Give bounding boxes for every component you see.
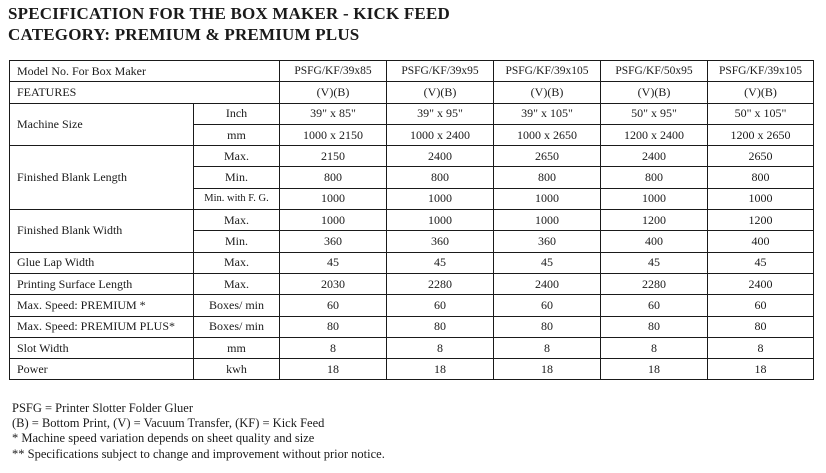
page-subtitle: CATEGORY: PREMIUM & PREMIUM PLUS	[8, 25, 360, 44]
value-cell: 50" x 95"	[601, 103, 708, 124]
value-cell: 60	[601, 295, 708, 316]
unit-boxes-per-min: Boxes/ min	[194, 316, 280, 337]
value-cell: 2280	[387, 273, 494, 294]
value-cell: 800	[280, 167, 387, 188]
value-cell: 8	[280, 337, 387, 358]
unit-min: Min.	[194, 231, 280, 252]
feature-cell: (V)(B)	[708, 82, 814, 103]
value-cell: 1000	[280, 210, 387, 231]
value-cell: 360	[494, 231, 601, 252]
table-row-machine-size-inch	[10, 103, 814, 124]
value-cell: 2280	[601, 273, 708, 294]
unit-max: Max.	[194, 273, 280, 294]
value-cell: 18	[280, 359, 387, 380]
unit-inch: Inch	[194, 103, 280, 124]
footnotes	[12, 401, 385, 462]
unit-min: Min.	[194, 167, 280, 188]
value-cell: 45	[601, 252, 708, 273]
value-cell: 18	[601, 359, 708, 380]
feature-cell: (V)(B)	[494, 82, 601, 103]
value-cell: 1000 x 2150	[280, 124, 387, 145]
row-label-slot-width: Slot Width	[10, 337, 194, 358]
value-cell: 1000	[708, 188, 814, 209]
value-cell: 1000	[494, 210, 601, 231]
value-cell: 800	[387, 167, 494, 188]
value-cell: 1000	[494, 188, 601, 209]
value-cell: 18	[494, 359, 601, 380]
value-cell: 1000	[280, 188, 387, 209]
value-cell: 800	[494, 167, 601, 188]
value-cell: 45	[280, 252, 387, 273]
value-cell: 45	[708, 252, 814, 273]
table-row-glue-lap-width	[10, 252, 814, 273]
unit-boxes-per-min: Boxes/ min	[194, 295, 280, 316]
value-cell: 1200	[708, 210, 814, 231]
footnote: PSFG = Printer Slotter Folder Gluer	[12, 401, 194, 415]
value-cell: 60	[280, 295, 387, 316]
value-cell: 1000 x 2650	[494, 124, 601, 145]
value-cell: 80	[494, 316, 601, 337]
model-header: PSFG/KF/39x105	[494, 61, 601, 82]
table-row-model	[10, 61, 814, 82]
unit-mm: mm	[194, 124, 280, 145]
value-cell: 2650	[708, 146, 814, 167]
value-cell: 80	[280, 316, 387, 337]
model-header: PSFG/KF/50x95	[601, 61, 708, 82]
value-cell: 1000	[387, 210, 494, 231]
table-row-blank-length-max	[10, 146, 814, 167]
value-cell: 360	[387, 231, 494, 252]
value-cell: 800	[601, 167, 708, 188]
footnote: (B) = Bottom Print, (V) = Vacuum Transfer, (KF) = Kick Feed	[12, 416, 325, 431]
feature-cell: (V)(B)	[280, 82, 387, 103]
model-header: PSFG/KF/39x105	[708, 61, 814, 82]
value-cell: 8	[708, 337, 814, 358]
value-cell: 2150	[280, 146, 387, 167]
value-cell: 1000 x 2400	[387, 124, 494, 145]
unit-max: Max.	[194, 210, 280, 231]
row-label-printing-surface-length: Printing Surface Length	[10, 273, 194, 294]
value-cell: 2650	[494, 146, 601, 167]
value-cell: 8	[494, 337, 601, 358]
value-cell: 60	[494, 295, 601, 316]
value-cell: 1200	[601, 210, 708, 231]
table-row-slot-width	[10, 337, 814, 358]
value-cell: 2400	[708, 273, 814, 294]
row-label-model: Model No. For Box Maker	[10, 61, 280, 82]
value-cell: 39" x 85"	[280, 103, 387, 124]
value-cell: 1200 x 2400	[601, 124, 708, 145]
table-row-speed-premium	[10, 295, 814, 316]
value-cell: 18	[387, 359, 494, 380]
value-cell: 80	[708, 316, 814, 337]
row-label-machine-size: Machine Size	[10, 103, 194, 146]
row-label-glue-lap-width: Glue Lap Width	[10, 252, 194, 273]
unit-kwh: kwh	[194, 359, 280, 380]
value-cell: 18	[708, 359, 814, 380]
value-cell: 50" x 105"	[708, 103, 814, 124]
value-cell: 800	[708, 167, 814, 188]
model-header: PSFG/KF/39x95	[387, 61, 494, 82]
value-cell: 2400	[387, 146, 494, 167]
table-row-power	[10, 359, 814, 380]
value-cell: 45	[387, 252, 494, 273]
row-label-features: FEATURES	[10, 82, 280, 103]
footnote: * Machine speed variation depends on sheet quality and size	[12, 431, 315, 446]
value-cell: 1000	[387, 188, 494, 209]
row-label-finished-blank-width: Finished Blank Width	[10, 210, 194, 253]
value-cell: 39" x 105"	[494, 103, 601, 124]
value-cell: 360	[280, 231, 387, 252]
feature-cell: (V)(B)	[387, 82, 494, 103]
value-cell: 80	[601, 316, 708, 337]
specification-table	[9, 60, 814, 380]
unit-max: Max.	[194, 252, 280, 273]
table-row-features	[10, 82, 814, 103]
value-cell: 60	[708, 295, 814, 316]
unit-mm: mm	[194, 337, 280, 358]
row-label-finished-blank-length: Finished Blank Length	[10, 146, 194, 210]
row-label-power: Power	[10, 359, 194, 380]
table-row-printing-surface-length	[10, 273, 814, 294]
row-label-speed-premium-plus: Max. Speed: PREMIUM PLUS*	[10, 316, 194, 337]
model-header: PSFG/KF/39x85	[280, 61, 387, 82]
value-cell: 45	[494, 252, 601, 273]
footnote: ** Specifications subject to change and improvement without prior notice.	[12, 446, 385, 461]
value-cell: 39" x 95"	[387, 103, 494, 124]
value-cell: 8	[387, 337, 494, 358]
value-cell: 2400	[494, 273, 601, 294]
value-cell: 60	[387, 295, 494, 316]
value-cell: 2400	[601, 146, 708, 167]
value-cell: 8	[601, 337, 708, 358]
value-cell: 400	[708, 231, 814, 252]
unit-max: Max.	[194, 146, 280, 167]
table-row-blank-width-max	[10, 210, 814, 231]
value-cell: 80	[387, 316, 494, 337]
value-cell: 1200 x 2650	[708, 124, 814, 145]
table-row-speed-premium-plus	[10, 316, 814, 337]
value-cell: 1000	[601, 188, 708, 209]
row-label-speed-premium: Max. Speed: PREMIUM *	[10, 295, 194, 316]
unit-min-with-fg: Min. with F. G.	[194, 188, 280, 209]
feature-cell: (V)(B)	[601, 82, 708, 103]
page-title: SPECIFICATION FOR THE BOX MAKER - KICK FEED	[8, 4, 450, 23]
value-cell: 400	[601, 231, 708, 252]
value-cell: 2030	[280, 273, 387, 294]
